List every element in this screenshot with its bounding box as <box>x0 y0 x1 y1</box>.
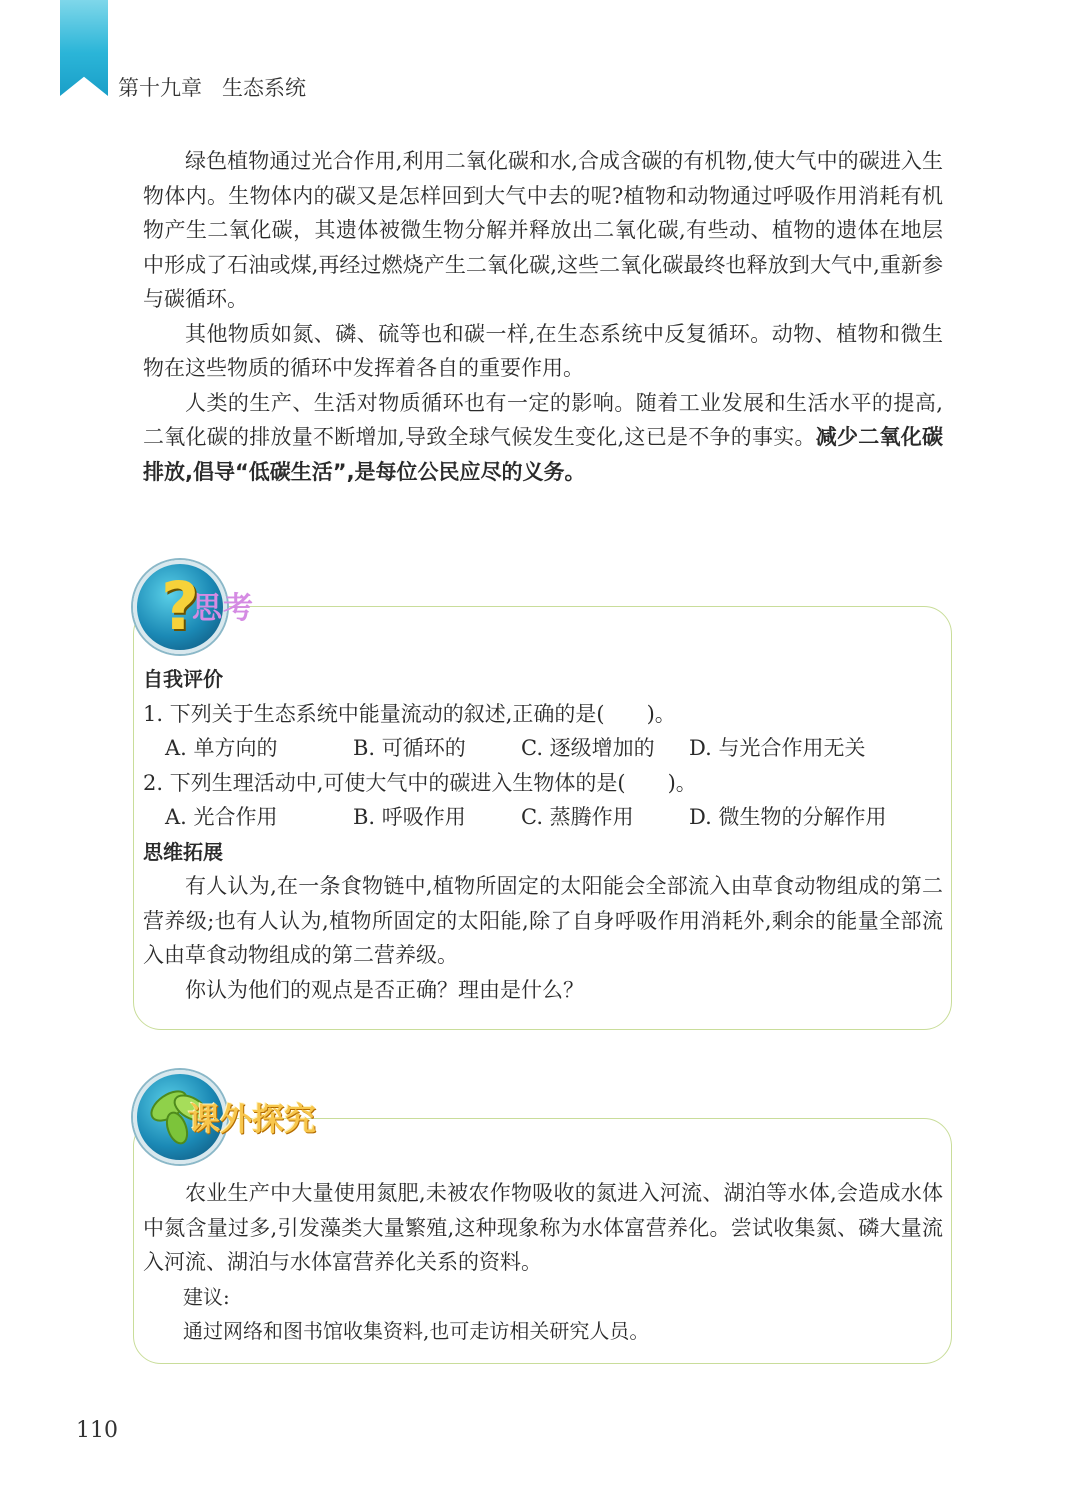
q1-option-c: C. 逐级增加的 <box>521 736 655 760</box>
q2-option-b: B. 呼吸作用 <box>353 805 466 829</box>
chapter-number: 第十九章 <box>118 76 202 100</box>
chapter-bookmark-tab <box>60 0 108 96</box>
suggestion-text: 通过网络和图书馆收集资料,也可走访相关研究人员。 <box>183 1319 650 1343</box>
thinking-extension-question: 你认为他们的观点是否正确？理由是什么？ <box>185 977 584 1002</box>
thinking-extension-text: 有人认为,在一条食物链中,植物所固定的太阳能会全部流入由草食动物组成的第二营养级;也有人认为,植物所固定的太阳能,除了自身呼吸作用消耗外,剩余的能量全部流入由草食动物组成的第二营养级。 <box>143 874 943 967</box>
think-title: 思考 <box>192 591 254 626</box>
paragraph-3 <box>143 386 943 490</box>
think-content <box>143 662 943 1007</box>
thinking-extension-heading: 思维拓展 <box>143 839 223 864</box>
main-text <box>143 144 943 489</box>
chapter-header <box>118 72 306 102</box>
question-1: 1. 下列关于生态系统中能量流动的叙述,正确的是( )。 <box>143 701 676 726</box>
question-2: 2. 下列生理活动中,可使大气中的碳进入生物体的是( )。 <box>143 770 697 795</box>
q1-option-d: D. 与光合作用无关 <box>689 736 866 760</box>
explore-text: 农业生产中大量使用氮肥,未被农作物吸收的氮进入河流、湖泊等水体,会造成水体中氮含量过多,引发藻类大量繁殖,这种现象称为水体富营养化。尝试收集氮、磷大量流入河流、湖泊与水体富营养化关系的资料。 <box>143 1181 943 1274</box>
paragraph-3-bold: 减少二氧化碳排放,倡导“低碳生活”,是每位公民应尽的义务。 <box>143 425 944 484</box>
chapter-title: 生态系统 <box>222 76 307 100</box>
q2-option-d: D. 微生物的分解作用 <box>689 805 887 829</box>
explore-title: 课外探究 <box>188 1100 317 1138</box>
q2-option-c: C. 蒸腾作用 <box>521 805 634 829</box>
paragraph-1: 绿色植物通过光合作用,利用二氧化碳和水,合成含碳的有机物,使大气中的碳进入生物体内。生物体内的碳又是怎样回到大气中去的呢?植物和动物通过呼吸作用消耗有机物产生二氧化碳，其遗体被微生物分解并释放出二氧化碳,有些动、植物的遗体在地层中形成了石油或煤,再经过燃烧产生二氧化碳,这些二氧化碳最终也释放到大气中,重新参与碳循环。 <box>143 149 944 311</box>
question-1-options <box>143 731 943 766</box>
paragraph-3-text: 人类的生产、生活对物质循环也有一定的影响。随着工业发展和生活水平的提高,二氧化碳的排放量不断增加,导致全球气候发生变化,这已是不争的事实。 <box>143 390 943 449</box>
paragraph-2: 其他物质如氮、磷、硫等也和碳一样,在生态系统中反复循环。动物、植物和微生物在这些物质的循环中发挥着各自的重要作用。 <box>143 321 943 380</box>
explore-content <box>143 1176 943 1349</box>
q1-option-a: A. 单方向的 <box>165 736 278 760</box>
question-2-options <box>143 800 943 835</box>
page-number: 110 <box>76 1418 118 1443</box>
question-mark-glyph: ? <box>160 568 200 645</box>
suggestion-label: 建议: <box>183 1284 230 1309</box>
self-eval-heading: 自我评价 <box>143 667 223 691</box>
q2-option-a: A. 光合作用 <box>165 805 278 829</box>
q1-option-b: B. 可循环的 <box>353 736 466 760</box>
